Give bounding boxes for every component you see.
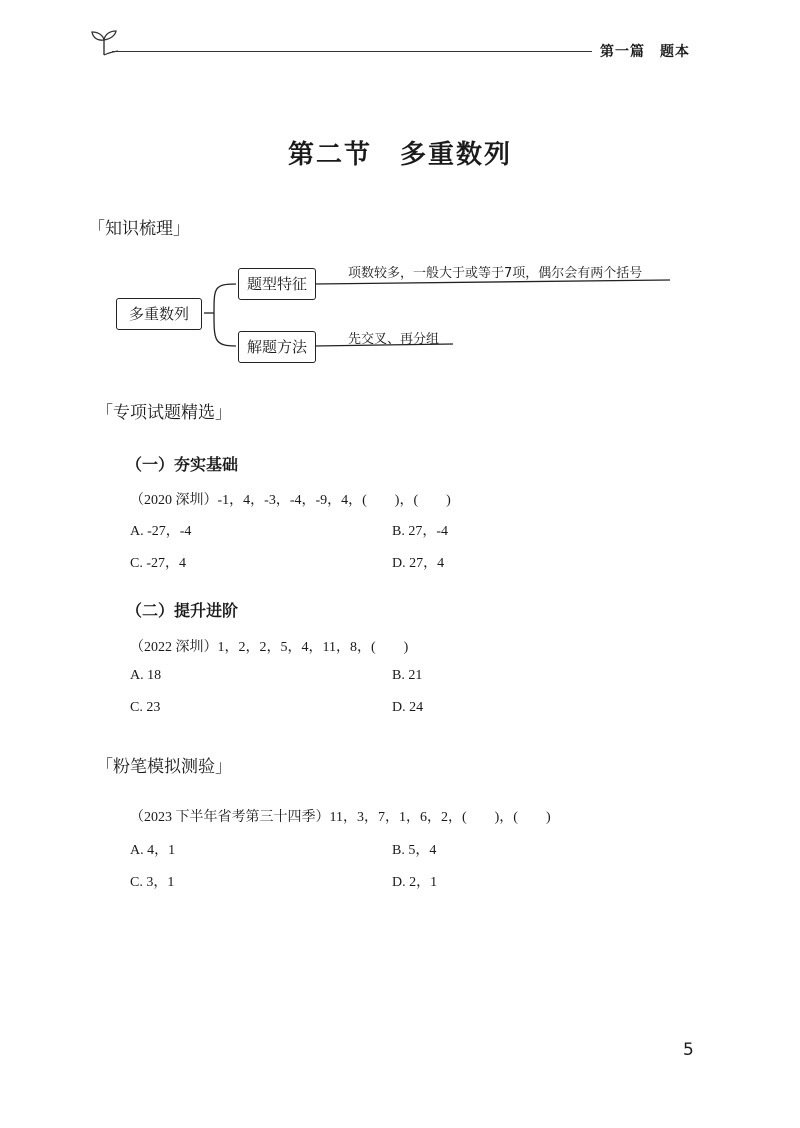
section-heading-label: 粉笔模拟测验 (113, 757, 215, 777)
option-a[interactable]: A. -27，-4 (130, 524, 192, 539)
option-a[interactable]: A. 18 (130, 668, 162, 683)
option-d[interactable]: D. 2，1 (392, 875, 438, 890)
page-title: 第二节 多重数列 (287, 140, 512, 170)
option-d[interactable]: D. 24 (392, 700, 424, 715)
option-a[interactable]: A. 4，1 (130, 843, 176, 858)
header-rule (112, 51, 592, 52)
mindmap-branch-method: 解题方法 (238, 331, 316, 363)
part-title-advanced: （二）提升进阶 (126, 601, 239, 620)
question-stem: （2020 深圳）-1，4，-3，-4，-9，4，( )，( ) (130, 493, 451, 508)
section-heading-label: 专项试题精选 (113, 403, 215, 423)
close-corner-bracket-icon: 」 (215, 757, 232, 777)
section-heading-label: 知识梳理 (105, 219, 173, 239)
close-corner-bracket-icon: 」 (215, 403, 232, 423)
mindmap-root: 多重数列 (116, 298, 202, 330)
header-chapter-label: 第一篇 题本 (600, 44, 690, 60)
open-corner-bracket-icon: 「 (96, 757, 113, 777)
open-corner-bracket-icon: 「 (88, 219, 105, 239)
part-title-basic: （一）夯实基础 (126, 455, 239, 474)
option-c[interactable]: C. 3，1 (130, 875, 175, 890)
option-b[interactable]: B. 5，4 (392, 843, 437, 858)
section-heading-mock (96, 752, 232, 777)
open-corner-bracket-icon: 「 (96, 403, 113, 423)
option-b[interactable]: B. 21 (392, 668, 423, 683)
question-stem: （2022 深圳）1，2，2，5，4，11，8，( ) (130, 640, 409, 655)
page-number: 5 (683, 1040, 694, 1060)
question-stem: （2023 下半年省考第三十四季）11，3，7，1，6，2，( )，( ) (130, 810, 551, 825)
mindmap-branch-features: 题型特征 (238, 268, 316, 300)
section-heading-knowledge (88, 214, 190, 239)
mindmap-note-features: 项数较多，一般大于或等于7项，偶尔会有两个括号 (348, 266, 643, 281)
option-c[interactable]: C. -27，4 (130, 556, 186, 571)
sprout-icon (84, 27, 124, 57)
option-b[interactable]: B. 27，-4 (392, 524, 448, 539)
close-corner-bracket-icon: 」 (173, 219, 190, 239)
option-d[interactable]: D. 27，4 (392, 556, 445, 571)
option-c[interactable]: C. 23 (130, 700, 161, 715)
mindmap-note-method: 先交叉、再分组 (348, 332, 440, 347)
section-heading-practice (96, 398, 232, 423)
